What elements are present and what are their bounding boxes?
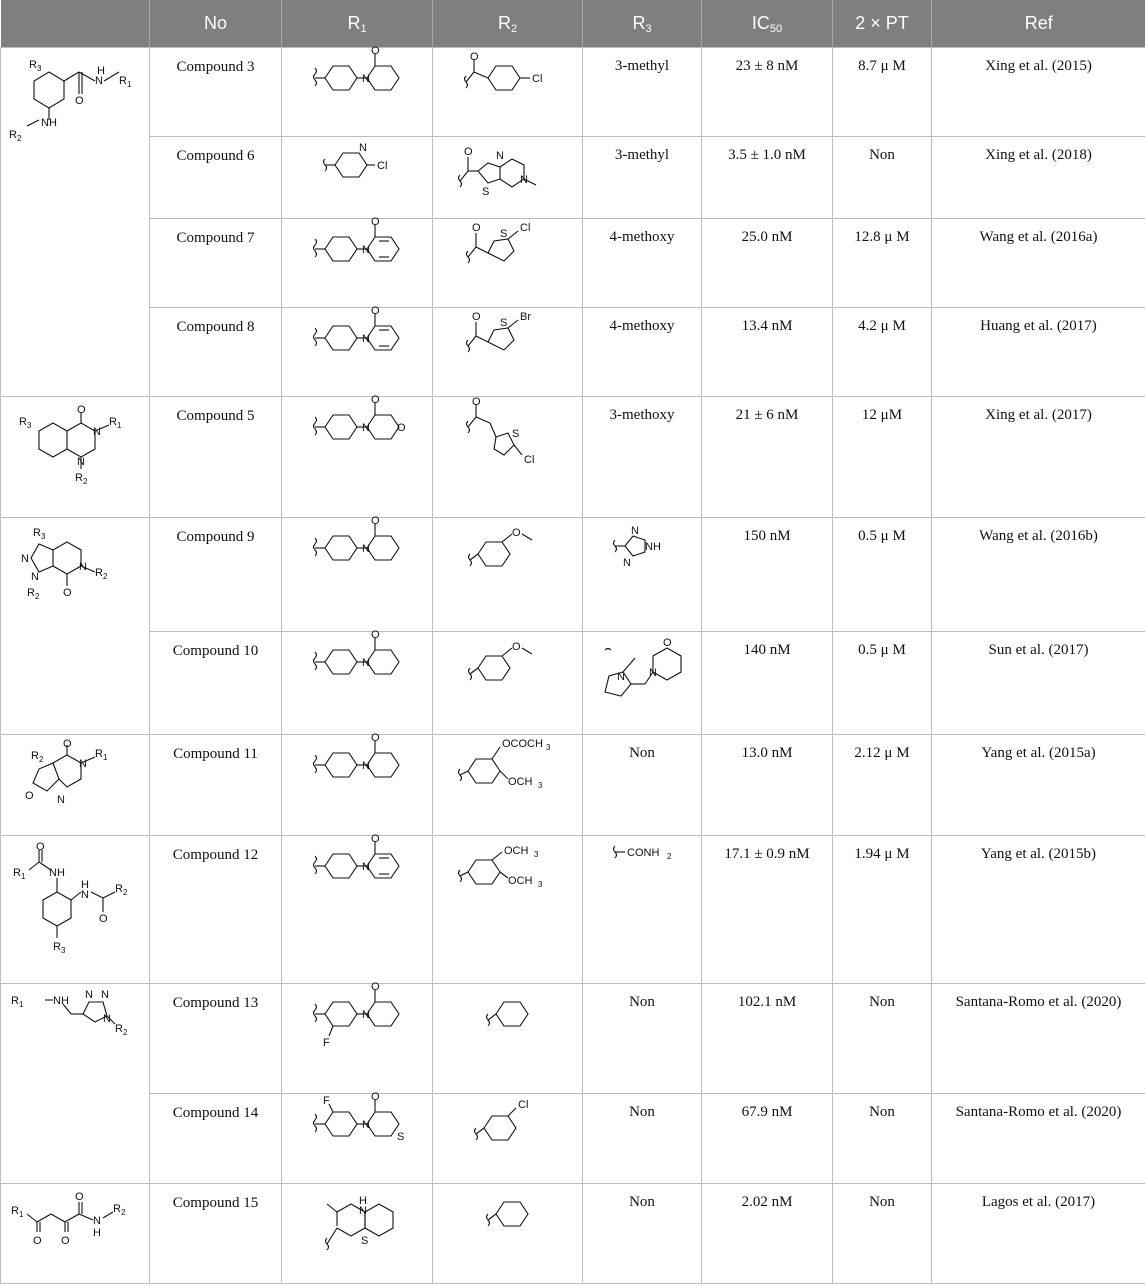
r2-cell: [433, 397, 583, 518]
table-row: [1, 735, 1145, 836]
compound-name: Compound 14: [150, 1094, 282, 1184]
pt-value: 12 μM: [833, 397, 932, 518]
svg-text:O: O: [397, 422, 406, 434]
core-scaffold-diamide: [1, 836, 150, 984]
svg-text:O: O: [471, 311, 481, 323]
phenyl-pyridinone-structure: [297, 216, 417, 279]
svg-text:O: O: [371, 833, 380, 845]
table-row: [1, 48, 1145, 137]
svg-text:N: N: [362, 422, 370, 434]
svg-text:R: R: [27, 587, 35, 599]
compound-name: Compound 3: [150, 48, 282, 137]
svg-text:S: S: [481, 186, 489, 198]
svg-text:R: R: [109, 416, 117, 428]
triazole-amine-structure: [9, 990, 139, 1060]
dimethoxyphenyl-structure: [438, 836, 578, 906]
svg-text:R: R: [95, 567, 103, 579]
svg-text:O: O: [471, 396, 481, 408]
table-row: [1, 1094, 1145, 1184]
pyrrolyl-morpholine-structure: [583, 632, 703, 727]
core-scaffold-pyrazolopyridinone: [1, 518, 150, 735]
pt-value: 12.8 μ M: [833, 219, 932, 308]
r3-value: 3-methoxy: [583, 397, 702, 518]
r3-value: 4-methoxy: [583, 219, 702, 308]
svg-text:NH: NH: [49, 867, 65, 879]
svg-text:1: 1: [117, 421, 122, 430]
svg-text:N: N: [79, 561, 87, 573]
r3-value: Non: [583, 1184, 702, 1284]
pt-value: Non: [833, 137, 932, 219]
svg-text:N: N: [93, 426, 101, 438]
svg-text:1: 1: [127, 80, 132, 89]
svg-text:F: F: [323, 1037, 330, 1049]
svg-text:R: R: [119, 75, 127, 87]
svg-text:Cl: Cl: [519, 222, 530, 234]
svg-text:N: N: [362, 760, 370, 772]
fluorophenyl-thiomorpholinone-structure: [297, 1091, 417, 1164]
svg-text:3: 3: [545, 743, 550, 752]
svg-text:N: N: [362, 73, 370, 85]
table-row: [1, 137, 1145, 219]
svg-text:R: R: [115, 1023, 123, 1035]
compound-name: Compound 6: [150, 137, 282, 219]
header-ref: Ref: [932, 0, 1145, 48]
svg-text:O: O: [471, 222, 481, 234]
table-row: [1, 518, 1145, 632]
r1-cell: [282, 629, 433, 735]
ic50-value: 102.1 nM: [702, 984, 833, 1094]
fluorophenyl-piperidinone-structure: [297, 981, 417, 1054]
r2-cell: [433, 836, 583, 984]
svg-text:OCH: OCH: [507, 776, 532, 788]
svg-text:O: O: [663, 637, 672, 649]
phenyl-morpholinone-structure: [297, 394, 417, 457]
pt-value: 2.12 μ M: [833, 735, 932, 836]
ic50-value: 140 nM: [702, 632, 833, 735]
svg-text:O: O: [371, 1091, 380, 1103]
r3-value: 3-methyl: [583, 137, 702, 219]
ref-value: Xing et al. (2018): [932, 137, 1145, 219]
phenyl-piperidinone-structure: [297, 45, 417, 108]
svg-text:1: 1: [103, 753, 108, 762]
header-pt: 2 × PT: [833, 0, 932, 48]
phenyl-structure: [438, 984, 578, 1044]
svg-text:2: 2: [35, 592, 40, 601]
svg-text:O: O: [75, 95, 84, 107]
svg-text:O: O: [371, 394, 380, 406]
svg-text:3: 3: [27, 421, 32, 430]
svg-text:S: S: [361, 1235, 369, 1247]
ic50-value: 13.4 nM: [702, 308, 833, 397]
svg-text:N: N: [649, 667, 657, 679]
svg-text:2: 2: [103, 572, 108, 581]
svg-text:N: N: [362, 333, 370, 345]
svg-text:O: O: [36, 841, 45, 853]
svg-text:O: O: [371, 515, 380, 527]
ic50-value: 21 ± 6 nM: [702, 397, 833, 518]
compound-name: Compound 7: [150, 219, 282, 308]
diamide-structure: [9, 842, 139, 972]
svg-text:O: O: [371, 732, 380, 744]
svg-text:F: F: [323, 1095, 330, 1107]
svg-text:R: R: [19, 416, 27, 428]
table-row: [1, 632, 1145, 735]
header-row: [1, 0, 1145, 48]
svg-text:NH: NH: [645, 541, 661, 553]
svg-text:N: N: [359, 142, 367, 154]
svg-text:N: N: [81, 889, 89, 901]
svg-text:CONH: CONH: [627, 847, 660, 859]
ic50-value: 3.5 ± 1.0 nM: [702, 137, 833, 219]
svg-text:O: O: [511, 527, 521, 539]
table-row: [1, 836, 1145, 984]
table-row: [1, 1184, 1145, 1284]
svg-text:O: O: [33, 1235, 42, 1247]
svg-text:O: O: [371, 629, 380, 641]
svg-text:N: N: [362, 1009, 370, 1021]
r3-cell: [583, 836, 702, 984]
svg-text:R: R: [9, 129, 17, 141]
r2-cell: [433, 1184, 583, 1284]
svg-text:S: S: [511, 428, 519, 440]
svg-text:2: 2: [123, 1028, 128, 1037]
ref-value: Santana-Romo et al. (2020): [932, 1094, 1145, 1184]
svg-text:N: N: [623, 557, 631, 569]
svg-text:N: N: [362, 244, 370, 256]
core-scaffold-triazole: [1, 984, 150, 1184]
header-core: [1, 0, 150, 48]
svg-text:2: 2: [667, 852, 672, 861]
phenothiazine-structure: [297, 1184, 417, 1264]
r3-value: Non: [583, 735, 702, 836]
r2-cell: [433, 48, 583, 137]
pt-value: Non: [833, 1184, 932, 1284]
svg-text:N: N: [79, 758, 87, 770]
svg-text:O: O: [99, 913, 108, 925]
svg-text:Cl: Cl: [517, 1099, 528, 1111]
svg-text:O: O: [75, 1191, 84, 1203]
svg-text:O: O: [61, 1235, 70, 1247]
pt-value: 4.2 μ M: [833, 308, 932, 397]
svg-text:3: 3: [61, 946, 66, 955]
compound-name: Compound 10: [150, 632, 282, 735]
table-row: [1, 397, 1145, 518]
chlorophenyl-structure: [438, 1094, 578, 1154]
r2-cell: [433, 735, 583, 836]
svg-text:N: N: [617, 671, 625, 683]
r1-cell: [282, 216, 433, 308]
svg-text:Cl: Cl: [377, 160, 388, 172]
svg-text:3: 3: [37, 64, 42, 73]
svg-text:2: 2: [39, 755, 44, 764]
ref-value: Santana-Romo et al. (2020): [932, 984, 1145, 1094]
svg-text:N: N: [359, 1205, 367, 1217]
chlorothienyl-acetyl-structure: [438, 397, 578, 477]
r3-value: Non: [583, 984, 702, 1094]
r3-value: 3-methyl: [583, 48, 702, 137]
r2-cell: [433, 632, 583, 735]
ic50-value: 2.02 nM: [702, 1184, 833, 1284]
header-r3: $R_3$: [583, 0, 702, 48]
svg-text:N: N: [362, 657, 370, 669]
ic50-value: 17.1 ± 0.9 nM: [702, 836, 833, 984]
svg-text:2: 2: [123, 888, 128, 897]
phenyl-pyridinone-structure: [297, 833, 417, 896]
svg-text:O: O: [63, 738, 72, 750]
table-row: [1, 984, 1145, 1094]
r2-cell: [433, 219, 583, 308]
r3-value: Non: [583, 1094, 702, 1184]
header-ic50: $IC_{50}$: [702, 0, 833, 48]
svg-text:O: O: [25, 790, 34, 802]
svg-text:N: N: [362, 543, 370, 555]
svg-text:N: N: [495, 150, 504, 162]
r3-cell: [583, 518, 702, 632]
core-scaffold-furopyrimidinone: [1, 735, 150, 836]
r1-cell: [282, 137, 433, 219]
diketoamide-structure: [9, 1190, 139, 1250]
r1-cell: [282, 1091, 433, 1184]
svg-text:N: N: [101, 989, 109, 1001]
r1-cell: [282, 1184, 433, 1284]
compound-name: Compound 13: [150, 984, 282, 1094]
header-r2: $R_2$: [433, 0, 583, 48]
svg-text:H: H: [81, 879, 89, 891]
svg-text:3: 3: [537, 781, 542, 790]
r2-cell: [433, 137, 583, 219]
ref-value: Huang et al. (2017): [932, 308, 1145, 397]
svg-text:R: R: [13, 867, 21, 879]
svg-text:2: 2: [17, 134, 22, 143]
pt-value: 0.5 μ M: [833, 518, 932, 632]
svg-text:N: N: [85, 989, 93, 1001]
r2-cell: [433, 518, 583, 632]
svg-text:2: 2: [83, 477, 88, 486]
table-row: [1, 308, 1145, 397]
anthranilamide-structure: [9, 54, 139, 154]
pt-value: Non: [833, 984, 932, 1094]
pt-value: 0.5 μ M: [833, 632, 932, 735]
svg-text:O: O: [511, 641, 521, 653]
svg-text:N: N: [31, 571, 39, 583]
ref-value: Sun et al. (2017): [932, 632, 1145, 735]
svg-text:R: R: [53, 941, 61, 953]
svg-text:R: R: [75, 472, 83, 484]
svg-text:R: R: [31, 750, 39, 762]
svg-text:O: O: [63, 587, 72, 599]
r1-cell: [282, 833, 433, 984]
svg-text:1: 1: [19, 1210, 24, 1219]
ic50-value: 25.0 nM: [702, 219, 833, 308]
svg-text:N: N: [519, 174, 528, 186]
phenyl-piperidinone-structure: [297, 515, 417, 578]
methoxyphenyl-structure: [438, 518, 578, 578]
compound-name: Compound 15: [150, 1184, 282, 1284]
svg-text:2: 2: [121, 1208, 126, 1217]
pyrazolopyridinone-structure: [9, 524, 139, 624]
phenyl-structure: [438, 1184, 578, 1244]
core-scaffold-quinazolinone: [1, 397, 150, 518]
svg-text:O: O: [371, 216, 380, 228]
svg-text:O: O: [77, 404, 86, 416]
pt-value: 1.94 μ M: [833, 836, 932, 984]
pt-value: Non: [833, 1094, 932, 1184]
svg-text:N: N: [103, 1013, 111, 1025]
carboxamide-structure: [587, 836, 697, 866]
svg-text:1: 1: [21, 872, 26, 881]
ref-value: Lagos et al. (2017): [932, 1184, 1145, 1284]
r2-cell: [433, 1094, 583, 1184]
ref-value: Wang et al. (2016b): [932, 518, 1145, 632]
chloropyridine-structure: [297, 137, 417, 187]
svg-text:R: R: [33, 527, 41, 539]
svg-text:Cl: Cl: [531, 73, 542, 85]
svg-text:S: S: [397, 1131, 405, 1143]
svg-text:N: N: [631, 525, 639, 537]
svg-text:Br: Br: [519, 311, 531, 323]
svg-text:3: 3: [41, 532, 46, 541]
svg-text:N: N: [57, 794, 65, 806]
ref-value: Yang et al. (2015a): [932, 735, 1145, 836]
r1-cell: [282, 305, 433, 397]
svg-text:N: N: [21, 553, 29, 565]
svg-text:OCOCH: OCOCH: [501, 738, 543, 750]
triazolyl-structure: [587, 518, 697, 578]
phenyl-piperidinone-structure: [297, 629, 417, 692]
phenyl-piperidinone-structure: [297, 732, 417, 795]
svg-text:O: O: [463, 146, 473, 158]
svg-text:H: H: [359, 1195, 367, 1207]
ref-value: Xing et al. (2017): [932, 397, 1145, 518]
chlorobenzoyl-structure: [438, 48, 578, 108]
r3-value: 4-methoxy: [583, 308, 702, 397]
svg-text:Cl: Cl: [523, 454, 534, 466]
ref-value: Wang et al. (2016a): [932, 219, 1145, 308]
svg-text:O: O: [371, 305, 380, 317]
svg-text:R: R: [115, 883, 123, 895]
svg-text:N: N: [362, 1119, 370, 1131]
chlorothiophene-structure: [438, 219, 578, 279]
ref-value: Yang et al. (2015b): [932, 836, 1145, 984]
compound-name: Compound 9: [150, 518, 282, 632]
svg-text:R: R: [29, 59, 37, 71]
r1-cell: [282, 394, 433, 518]
svg-text:N: N: [93, 1215, 101, 1227]
svg-text:R: R: [11, 1205, 19, 1217]
pt-value: 8.7 μ M: [833, 48, 932, 137]
thiazolopyridine-structure: [438, 137, 578, 207]
r2-cell: [433, 308, 583, 397]
svg-text:O: O: [371, 981, 380, 993]
table-row: [1, 219, 1145, 308]
svg-text:H: H: [93, 1227, 101, 1239]
svg-text:R: R: [11, 995, 19, 1007]
svg-text:1: 1: [19, 1000, 24, 1009]
svg-text:3: 3: [537, 880, 542, 889]
acetoxy-methoxyphenyl-structure: [438, 735, 578, 805]
svg-text:OCH: OCH: [507, 875, 532, 887]
core-scaffold-diketoamide: [1, 1184, 150, 1284]
compound-name: Compound 11: [150, 735, 282, 836]
ic50-value: 23 ± 8 nM: [702, 48, 833, 137]
r2-cell: [433, 984, 583, 1094]
core-scaffold-anthranilamide: [1, 48, 150, 397]
svg-text:R: R: [113, 1203, 121, 1215]
r1-cell: [282, 515, 433, 632]
svg-text:R: R: [95, 748, 103, 760]
svg-text:N: N: [77, 456, 85, 468]
ic50-value: 13.0 nM: [702, 735, 833, 836]
svg-text:NH: NH: [53, 995, 69, 1007]
compound-name: Compound 12: [150, 836, 282, 984]
svg-text:N: N: [95, 75, 103, 87]
svg-text:S: S: [499, 317, 507, 329]
phenyl-pyridinone-structure: [297, 305, 417, 368]
svg-text:O: O: [371, 45, 380, 57]
svg-text:N: N: [362, 861, 370, 873]
methoxyphenyl-structure: [438, 632, 578, 692]
svg-text:NH: NH: [41, 117, 57, 129]
r3-cell: [583, 632, 702, 735]
svg-text:O: O: [469, 51, 479, 63]
bromothiophene-structure: [438, 308, 578, 368]
svg-text:3: 3: [533, 850, 538, 859]
compound-name: Compound 5: [150, 397, 282, 518]
svg-text:S: S: [499, 228, 507, 240]
r1-cell: [282, 45, 433, 137]
svg-text:H: H: [97, 65, 105, 77]
ic50-value: 150 nM: [702, 518, 833, 632]
ref-value: Xing et al. (2015): [932, 48, 1145, 137]
compound-name: Compound 8: [150, 308, 282, 397]
ic50-value: 67.9 nM: [702, 1094, 833, 1184]
furopyrimidinone-structure: [9, 738, 139, 831]
header-r1: $R_1$: [282, 0, 433, 48]
quinazolinone-structure: [9, 403, 139, 503]
header-no: No: [150, 0, 282, 48]
r1-cell: [282, 732, 433, 836]
r1-cell: [282, 981, 433, 1094]
svg-text:OCH: OCH: [503, 845, 528, 857]
